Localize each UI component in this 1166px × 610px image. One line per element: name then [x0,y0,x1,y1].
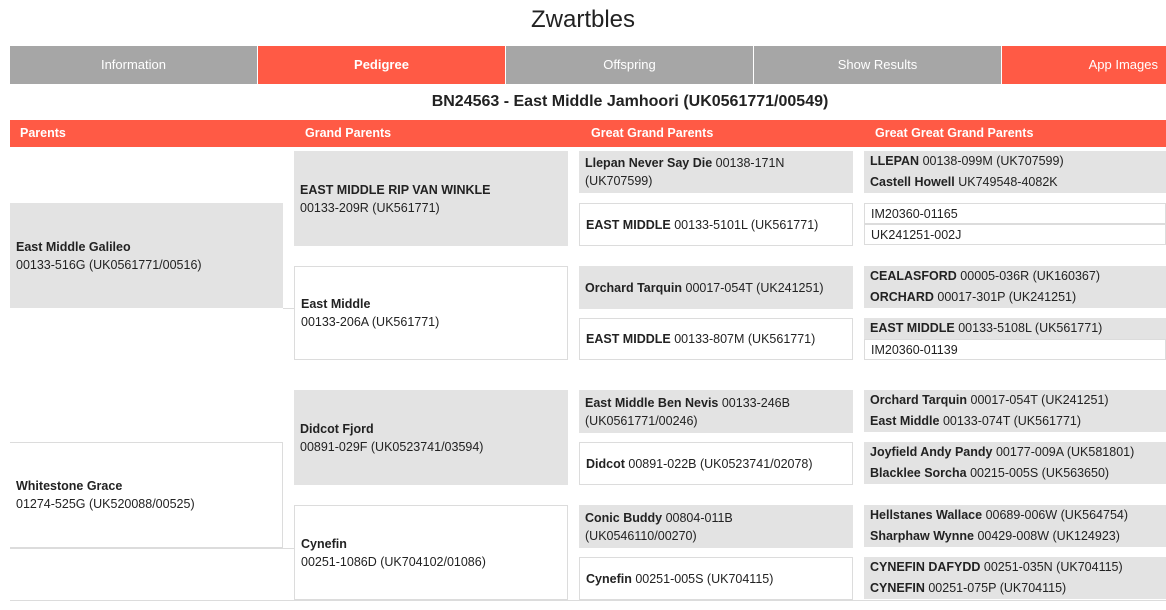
great-great-grand-parent-4[interactable] [864,224,1166,245]
animal-id: 00251-005S (UK704115) [635,571,774,586]
parent-dam[interactable] [10,442,283,548]
animal-id: 00891-022B (UK0523741/02078) [628,456,813,471]
animal-id: 00133-246B (UK0561771/00246) [585,395,790,428]
animal-name: East Middle [301,297,371,311]
animal-name: EAST MIDDLE [870,321,955,335]
great-great-grand-parent-2[interactable] [864,172,1166,193]
great-grand-parent-3[interactable] [579,266,853,309]
animal-name: CYNEFIN DAFYDD [870,560,981,574]
animal-id: 00017-054T (UK241251) [970,393,1109,407]
great-grand-parent-1[interactable] [579,151,853,193]
animal-name: CEALASFORD [870,269,957,283]
animal-id: 00133-206A (UK561771) [301,315,440,329]
great-great-grand-parent-14[interactable] [864,526,1166,547]
great-great-grand-parent-15[interactable] [864,557,1166,578]
great-grand-parent-2[interactable] [579,203,853,246]
animal-id: 00251-035N (UK704115) [983,560,1123,574]
grand-parent-3[interactable] [294,390,568,485]
tab-information[interactable]: Information [10,46,258,84]
great-grand-parent-7[interactable] [579,505,853,548]
tab-offspring[interactable]: Offspring [506,46,754,84]
great-great-grand-parent-7[interactable] [864,318,1166,339]
column-header-parents: Parents [20,126,66,140]
animal-name: East Middle [870,414,940,428]
bottom-divider [10,600,1166,601]
animal-name: EAST MIDDLE [586,332,671,346]
animal-name: CYNEFIN [870,581,925,595]
animal-name: Orchard Tarquin [585,280,683,295]
great-grand-parent-4[interactable] [579,318,853,360]
great-great-grand-parent-1[interactable] [864,151,1166,172]
animal-id: UK241251-002J [871,228,962,242]
pedigree-header [10,120,1166,147]
grand-parent-4[interactable] [294,505,568,600]
animal-name: Hellstanes Wallace [870,508,983,522]
animal-name: Orchard Tarquin [870,393,968,407]
tab-app-images[interactable]: App Images [1002,46,1166,84]
animal-id: 00251-075P (UK704115) [928,581,1067,595]
animal-id: 00017-054T (UK241251) [685,280,824,295]
grand-parent-1[interactable] [294,151,568,246]
animal-id: 00138-099M (UK707599) [922,154,1064,168]
animal-name: Sharphaw Wynne [870,529,974,543]
great-great-grand-parent-8[interactable] [864,339,1166,360]
animal-name: Castell Howell [870,175,955,189]
great-great-grand-parent-13[interactable] [864,505,1166,526]
tab-show-results[interactable]: Show Results [754,46,1002,84]
animal-id: 00133-074T (UK561771) [942,414,1082,428]
animal-id: IM20360-01139 [871,343,958,357]
great-grand-parent-5[interactable] [579,390,853,433]
column-header-great-grand-parents: Great Grand Parents [591,126,714,140]
animal-name: Joyfield Andy Pandy [870,445,993,459]
animal-name: Cynefin [586,571,632,586]
animal-id: 00177-009A (UK581801) [995,445,1135,459]
connector-line [10,548,294,549]
great-grand-parent-8[interactable] [579,557,853,600]
animal-name: EAST MIDDLE [586,217,671,232]
great-great-grand-parent-11[interactable] [864,442,1166,463]
animal-id: 00215-005S (UK563650) [970,466,1110,480]
animal-name: East Middle Galileo [16,239,131,254]
animal-id: 00133-516G (UK0561771/00516) [16,257,202,272]
great-great-grand-parent-6[interactable] [864,287,1166,308]
animal-id: 00133-5108L (UK561771) [958,321,1103,335]
animal-id: 00891-029F (UK0523741/03594) [300,439,484,454]
page-title: Zwartbles [530,6,636,33]
animal-id: 00251-1086D (UK704102/01086) [301,554,486,569]
animal-name: Didcot [586,456,625,471]
animal-id: 01274-525G (UK520088/00525) [16,497,195,511]
tab-pedigree[interactable]: Pedigree [258,46,506,84]
animal-id: 00689-006W (UK564754) [985,508,1129,522]
parent-sire[interactable] [10,203,283,308]
column-header-grand-parents: Grand Parents [305,126,392,140]
animal-name: Whitestone Grace [16,479,123,493]
animal-name: Cynefin [301,536,347,551]
animal-name: Conic Buddy [585,510,663,525]
animal-id: 00005-036R (UK160367) [960,269,1100,283]
great-great-grand-parent-16[interactable] [864,578,1166,599]
animal-name: ORCHARD [870,290,934,304]
animal-id: 00429-008W (UK124923) [977,529,1120,543]
great-great-grand-parent-3[interactable] [864,203,1166,224]
animal-name: EAST MIDDLE RIP VAN WINKLE [300,182,491,197]
animal-id: 00133-807M (UK561771) [674,332,816,346]
animal-name: LLEPAN [870,154,920,168]
connector-line [283,308,294,309]
great-great-grand-parent-5[interactable] [864,266,1166,287]
animal-id: 00133-209R (UK561771) [300,200,440,215]
animal-name: Blacklee Sorcha [870,466,967,480]
animal-name: Llepan Never Say Die [585,156,713,170]
column-header-great-great-grand-parents: Great Great Grand Parents [875,126,1034,140]
animal-id: 00017-301P (UK241251) [937,290,1077,304]
great-grand-parent-6[interactable] [579,442,853,485]
great-great-grand-parent-9[interactable] [864,390,1166,411]
grand-parent-2[interactable] [294,266,568,360]
animal-name: East Middle Ben Nevis [585,395,719,410]
great-great-grand-parent-10[interactable] [864,411,1166,432]
great-great-grand-parent-12[interactable] [864,463,1166,484]
animal-heading: BN24563 - East Middle Jamhoori (UK0561771/00549) [431,93,829,110]
animal-id: 00138-171N (UK707599) [585,156,785,188]
animal-name: Didcot Fjord [300,421,374,436]
animal-id: 00133-5101L (UK561771) [674,217,819,232]
animal-id: IM20360-01165 [871,207,958,221]
animal-id: UK749548-4082K [958,175,1058,189]
animal-id: 00804-011B (UK0546110/00270) [585,510,733,543]
tab-bar [10,46,1166,84]
